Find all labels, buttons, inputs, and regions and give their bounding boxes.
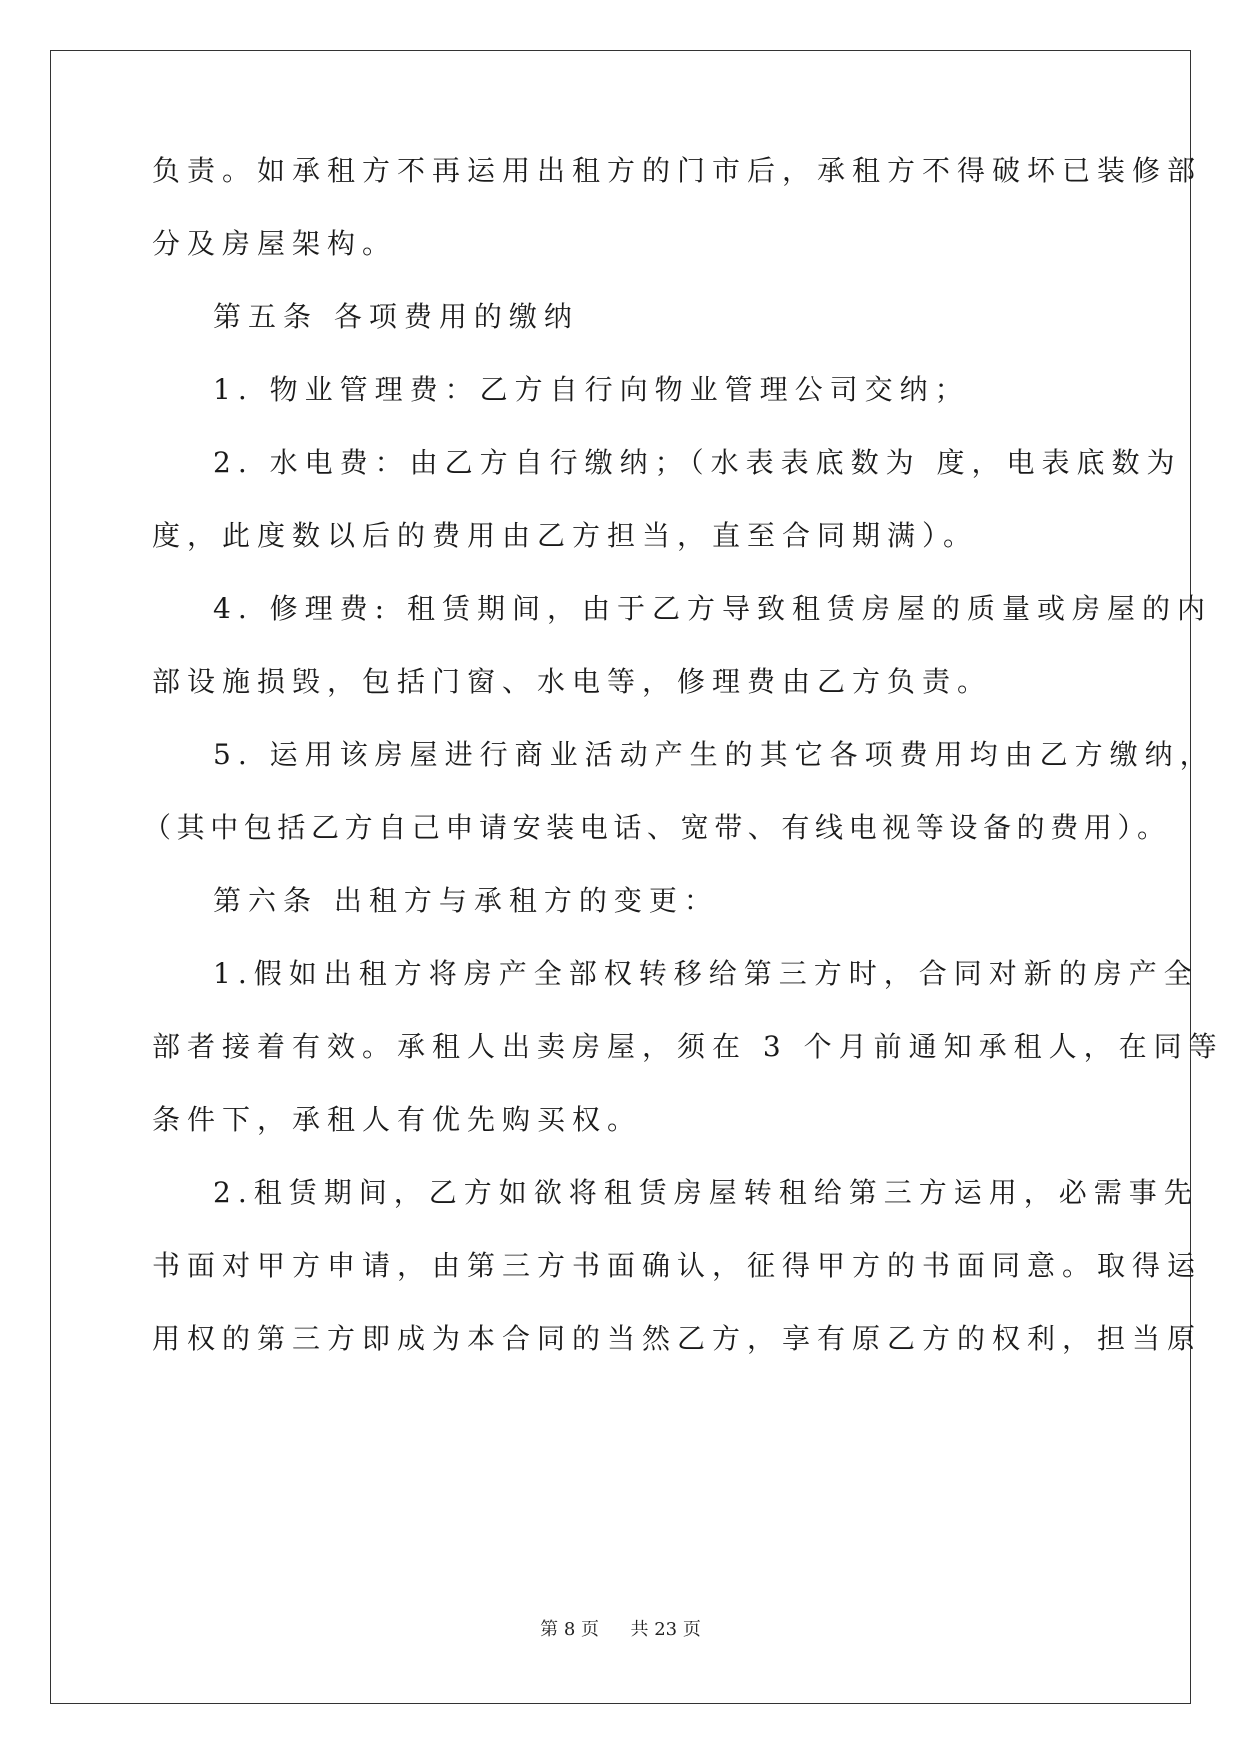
list-item: 1. 物业管理费：乙方自行向物业管理公司交纳； [213,373,970,406]
text-line: （其中包括乙方自己申请安装电话、宽带、有线电视等设备的费用）。 [143,811,1171,844]
text-line: 部设施损毁，包括门窗、水电等，修理费由乙方负责。 [152,665,993,698]
list-item: 4. 修理费: 租赁期间，由于乙方导致租赁房屋的质量或房屋的内 [213,592,1212,625]
text-line: 用权的第三方即成为本合同的当然乙方，享有原乙方的权利，担当原 [152,1322,1203,1355]
text-line: 条件下，承租人有优先购买权。 [152,1103,643,1136]
text-line: 书面对甲方申请，由第三方书面确认，征得甲方的书面同意。取得运 [152,1249,1203,1282]
text-line: 部者接着有效。承租人出卖房屋，须在 3 个月前通知承租人，在同等 [152,1030,1224,1063]
text-line: 分及房屋架构。 [152,227,398,260]
current-page-label: 第 8 页 [540,1619,600,1640]
page-footer [0,1618,1241,1642]
list-item: 1.假如出租方将房产全部权转移给第三方时，合同对新的房产全 [213,957,1199,990]
text-line: 负责。如承租方不再运用出租方的门市后，承租方不得破坏已装修部 [152,154,1203,187]
list-item: 2.租赁期间，乙方如欲将租赁房屋转租给第三方运用，必需事先 [213,1176,1199,1209]
text-line: 度，此度数以后的费用由乙方担当，直至合同期满）。 [152,519,979,552]
section-heading: 第五条 各项费用的缴纳 [213,300,579,333]
total-pages-label: 共 23 页 [630,1619,701,1640]
list-item: 5. 运用该房屋进行商业活动产生的其它各项费用均由乙方缴纳， [213,738,1215,771]
section-heading: 第六条 出租方与承租方的变更： [213,884,719,917]
list-item: 2. 水电费：由乙方自行缴纳；（水表表底数为 度，电表底数为 [213,446,1182,479]
